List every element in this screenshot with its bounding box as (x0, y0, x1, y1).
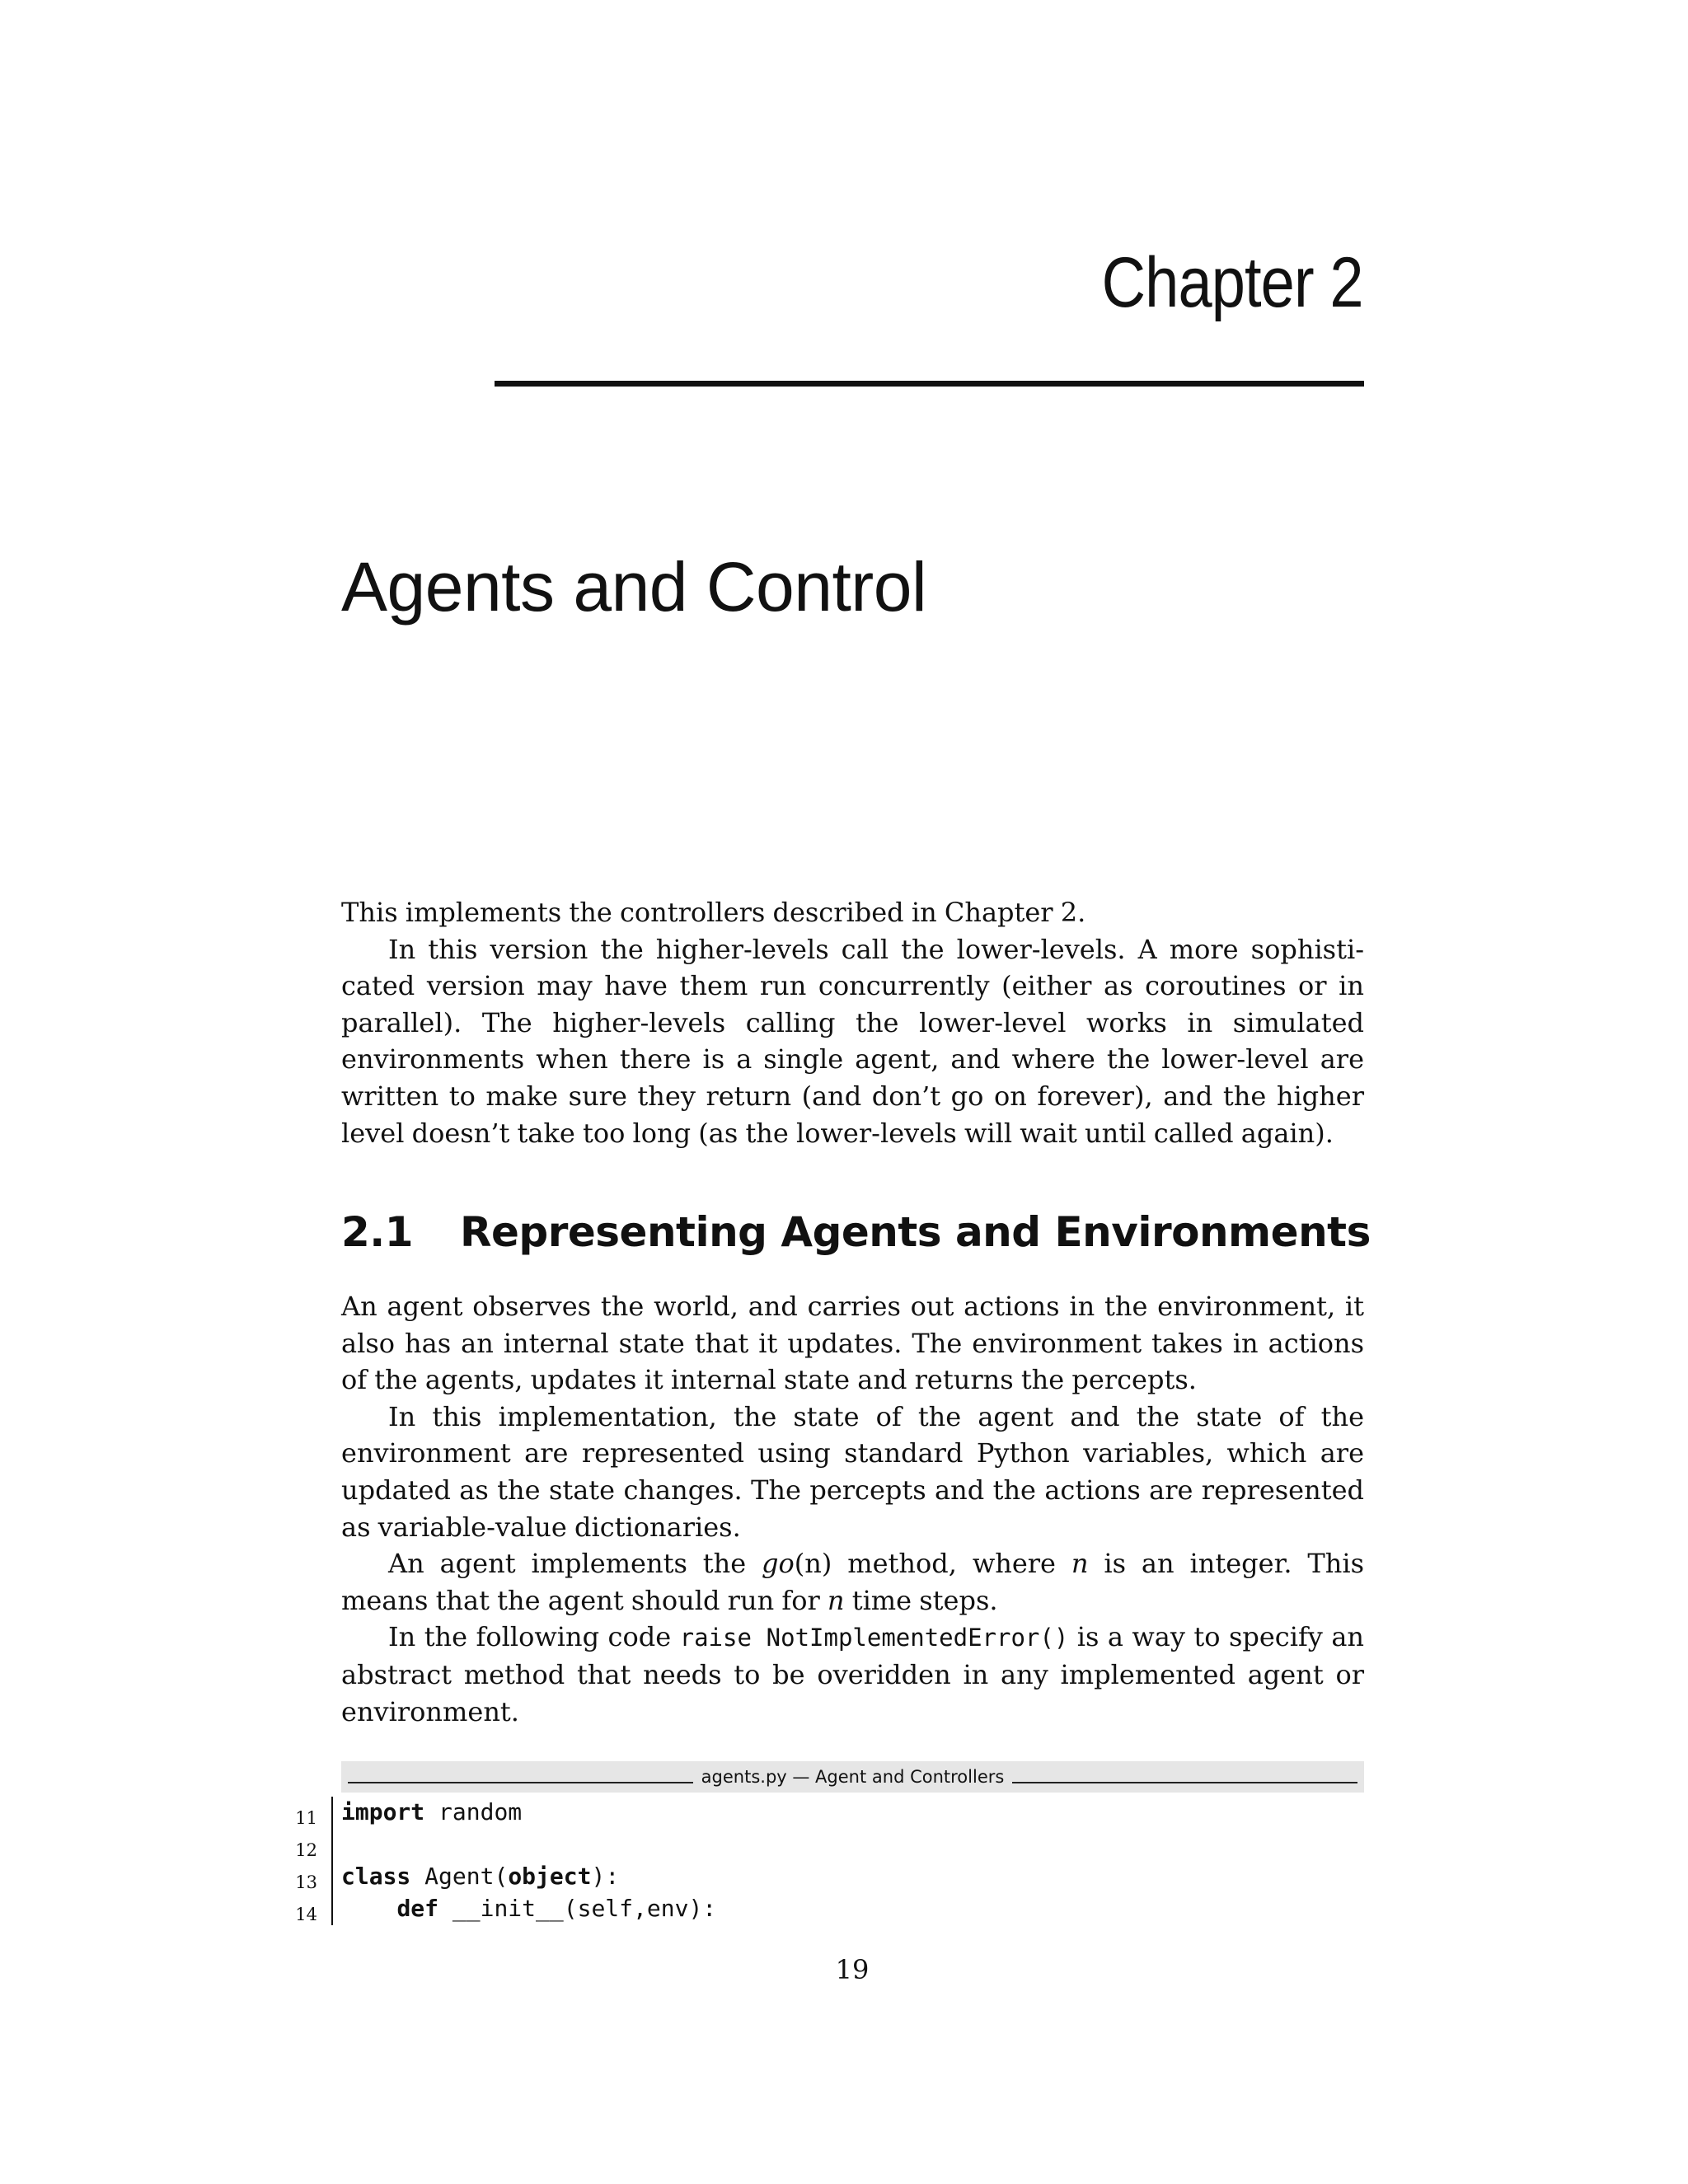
section-paragraph-2: In this implementation, the state of the agent and the state of the environment are represented using standard Python variables, which are updated as the state changes. The percepts and the actions are represented as variable-value dictionaries. (341, 1400, 1364, 1543)
code-keyword: object (508, 1863, 592, 1890)
inline-code: raise NotImplementedError() (679, 1624, 1069, 1652)
code-text (341, 1798, 522, 1825)
code-line (272, 1893, 1368, 1925)
section-number: 2.1 (341, 1208, 414, 1256)
code-indent (341, 1895, 396, 1922)
math-n: n (1071, 1548, 1089, 1580)
section-paragraph-1: An agent observes the world, and carries out actions in the environment, it also has an internal state that it updates. The environment takes in actions of the agents, updates it internal state and returns the percepts. (341, 1291, 1364, 1396)
code-rest: random (424, 1798, 523, 1825)
listing-caption: agents.py — Agent and Controllers (701, 1767, 1005, 1787)
text-run: In the following code (388, 1621, 680, 1653)
code-keyword: def (396, 1895, 439, 1922)
line-number: 14 (295, 1905, 317, 1924)
line-number: 12 (295, 1840, 317, 1860)
listing-header-rule-left (348, 1782, 693, 1783)
chapter-title: Agents and Control (341, 548, 927, 626)
chapter-rule (495, 381, 1364, 387)
code-text (341, 1863, 619, 1890)
section-text (341, 1288, 1364, 1730)
section-heading (341, 1208, 1371, 1256)
intro-paragraph-1: This implements the controllers described in Chapter 2. (341, 897, 1086, 928)
code-keyword: class (341, 1863, 411, 1890)
section-paragraph-4 (341, 1619, 1364, 1730)
code-listing (272, 1797, 1368, 1925)
section-title: Representing Agents and Environments (460, 1208, 1371, 1256)
listing-header (341, 1761, 1364, 1793)
code-line (272, 1797, 1368, 1829)
math-n: n (827, 1584, 845, 1616)
code-line (272, 1829, 1368, 1861)
chapter-label: Chapter 2 (1101, 243, 1363, 322)
text-run: is a way to specify an abstract method that needs to be overidden in any implemented agent or environment. (341, 1621, 1365, 1727)
listing-header-rule-right (1012, 1782, 1357, 1783)
text-run: is an integer. This means that the agent should run for (341, 1548, 1365, 1616)
intro-text (341, 894, 1364, 1151)
code-rest: __init__(self,env): (438, 1895, 717, 1922)
math-paren: (n) (794, 1548, 832, 1580)
text-run: time steps. (844, 1584, 998, 1616)
code-rest: ): (591, 1863, 620, 1890)
code-keyword: import (341, 1798, 425, 1825)
text-run: An agent implements the (388, 1548, 762, 1580)
code-text (341, 1895, 716, 1922)
section-paragraph-3 (341, 1545, 1364, 1619)
text-run: method, where (832, 1548, 1071, 1580)
code-rest: Agent( (410, 1863, 509, 1890)
intro-paragraph-2: In this version the higher-levels call the lower-levels. A more sophisticated version may have them run concurrently (either as coroutines or in parallel). The higher-levels calling the lower-level works in simulated environments when there is a single agent, and where the lower-level are written to make sure they return (and don’t go on forever), and the higher level doesn’t take too long (as the lower-levels will wait until called again). (341, 933, 1364, 1149)
math-go: go (762, 1548, 795, 1580)
code-line (272, 1861, 1368, 1893)
line-number: 11 (295, 1808, 317, 1828)
line-number: 13 (295, 1872, 317, 1892)
page-number: 19 (835, 1954, 870, 1985)
